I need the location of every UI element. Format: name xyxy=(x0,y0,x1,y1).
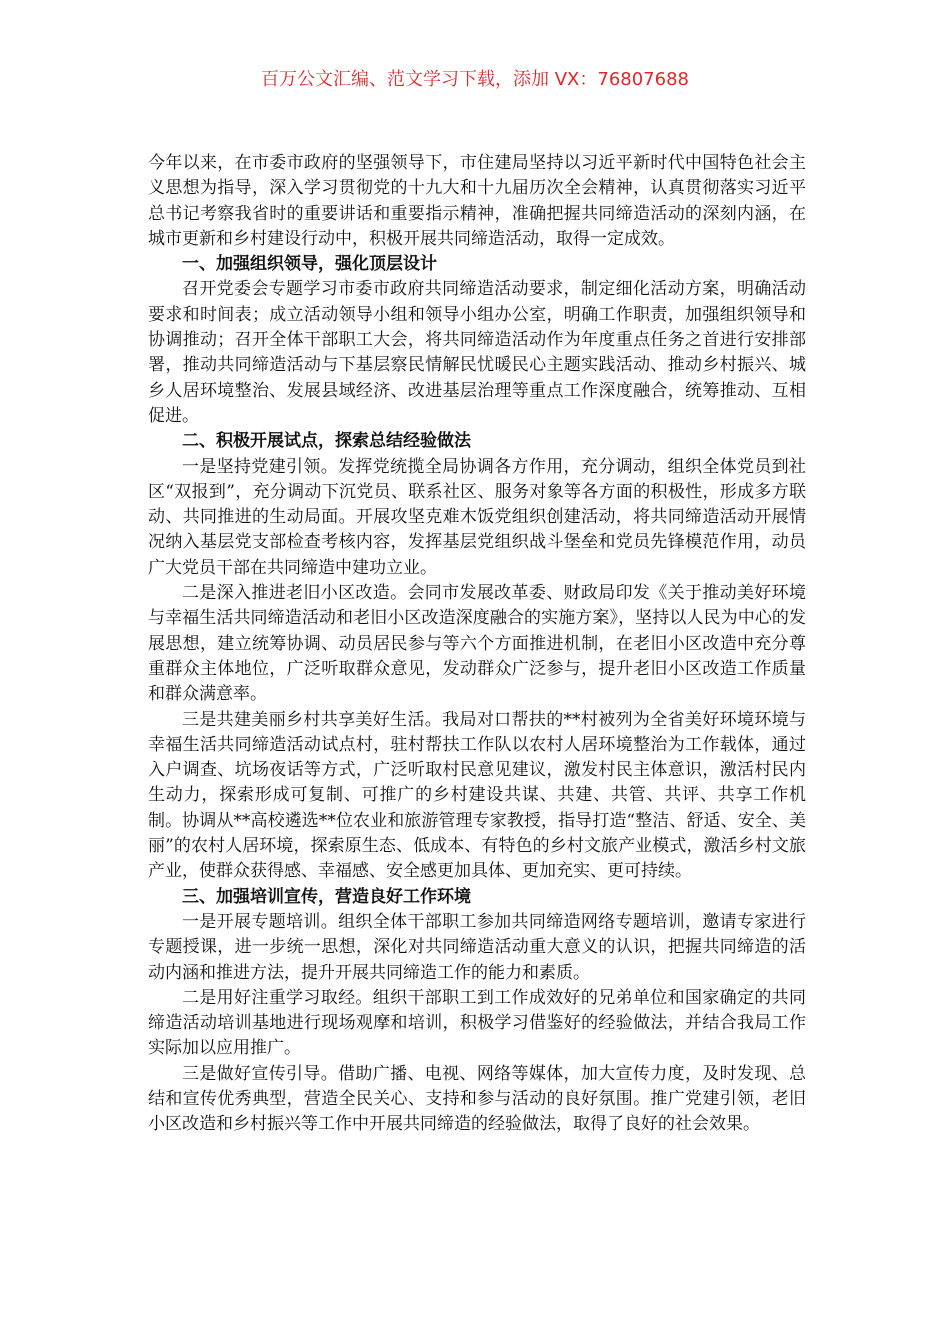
section-paragraph: 一是坚持党建引领。发挥党统揽全局协调各方作用，充分调动，组织全体党员到社区“双报到”，充分调动下沉党员、联系社区、服务对象等各方面的积极性，形成多方联动、共同推进的生动局面。开展攻坚克难木饭党组织创建活动，将共同缔造活动开展情况纳入基层党支部检查考核内容，发挥基层党组织战斗堡垒和党员先锋模范作用，动员广大党员干部在共同缔造中建功立业。 xyxy=(148,456,806,578)
watermark-header: 百万公文汇编、范文学习下载，添加 VX：76807688 xyxy=(261,69,689,90)
section-paragraph: 三是做好宣传引导。借助广播、电视、网络等媒体，加大宣传力度，及时发现、总结和宣传优秀典型，营造全民关心、支持和参与活动的良好氛围。推广党建引领，老旧小区改造和乡村振兴等工作中开展共同缔造的经验做法，取得了良好的社会效果。 xyxy=(148,1063,806,1135)
section-paragraph: 一是开展专题培训。组织全体干部职工参加共同缔造网络专题培训，邀请专家进行专题授课，进一步统一思想，深化对共同缔造活动重大意义的认识，把握共同缔造的活动内涵和推进方法，提升开展共同缔造工作的能力和素质。 xyxy=(148,911,806,983)
intro-paragraph: 今年以来，在市委市政府的坚强领导下，市住建局坚持以习近平新时代中国特色社会主义思想为指导，深入学习贯彻党的十九大和十九届历次全会精神，认真贯彻落实习近平总书记考察我省时的重要讲话和重要指示精神，准确把握共同缔造活动的深刻内涵，在城市更新和乡村建设行动中，积极开展共同缔造活动，取得一定成效。 xyxy=(148,153,806,249)
section-paragraph: 召开党委会专题学习市委市政府共同缔造活动要求，制定细化活动方案，明确活动要求和时间表；成立活动领导小组和领导小组办公室，明确工作职责，加强组织领导和协调推动；召开全体干部职工大会，将共同缔造活动作为年度重点任务之首进行安排部署，推动共同缔造活动与下基层察民情解民忧暖民心主题实践活动、推动乡村振兴、城乡人居环境整治、发展县域经济、改进基层治理等重点工作深度融合，统筹推动、互相促进。 xyxy=(148,279,806,426)
section-paragraph: 二是深入推进老旧小区改造。会同市发展改革委、财政局印发《关于推动美好环境与幸福生活共同缔造活动和老旧小区改造深度融合的实施方案》，坚持以人民为中心的发展思想，建立统筹协调、动员居民参与等六个方面推进机制，在老旧小区改造中充分尊重群众主体地位，广泛听取群众意见，发动群众广泛参与，提升老旧小区改造工作质量和群众满意率。 xyxy=(148,583,806,705)
document-body xyxy=(148,151,806,1138)
section-heading: 二、积极开展试点，探索总结经验做法 xyxy=(182,431,471,452)
section-paragraph: 二是用好注重学习取经。组织干部职工到工作成效好的兄弟单位和国家确定的共同缔造活动培训基地进行现场观摩和培训，积极学习借鉴好的经验做法，并结合我局工作实际加以应用推广。 xyxy=(148,987,806,1059)
section-heading: 一、加强组织领导，强化顶层设计 xyxy=(182,254,437,275)
section-heading: 三、加强培训宣传，营造良好工作环境 xyxy=(182,886,471,907)
section-paragraph: 三是共建美丽乡村共享美好生活。我局对口帮扶的**村被列为全省美好环境环境与幸福生活共同缔造活动试点村，驻村帮扶工作队以农村人居环境整治为工作载体，通过入户调查、坑场夜话等方式，广泛听取村民意见建议，激发村民主体意识，激活村民内生动力，探索形成可复制、可推广的乡村建设共谋、共建、共管、共评、共享工作机制。协调从**高校遴选**位农业和旅游管理专家教授，指导打造“整洁、舒适、安全、美丽”的农村人居环境，探索原生态、低成本、有特色的乡村文旅产业模式，激活乡村文旅产业，使群众获得感、幸福感、安全感更加具体、更加充实、更可持续。 xyxy=(148,709,806,882)
